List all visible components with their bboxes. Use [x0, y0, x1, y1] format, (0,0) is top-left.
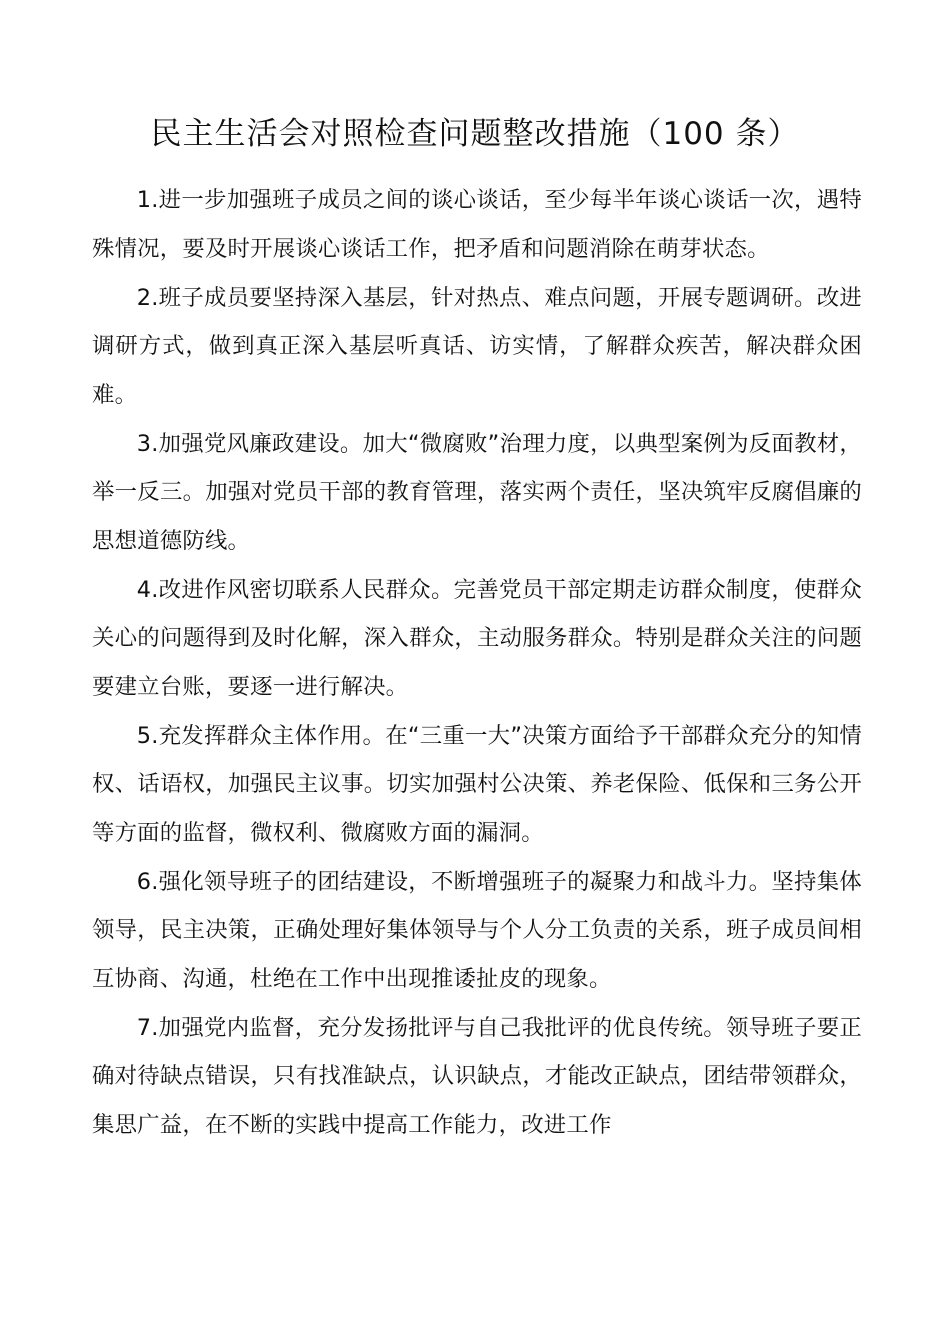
paragraph-5: 5.充发挥群众主体作用。在“三重一大”决策方面给予干部群众充分的知情权、话语权，加强民主议事。切实加强村公决策、养老保险、低保和三务公开等方面的监督，微权利、微腐败方面的漏洞。 — [92, 722, 862, 846]
paragraph-3: 3.加强党风廉政建设。加大“微腐败”治理力度，以典型案例为反面教材，举一反三。加强对党员干部的教育管理，落实两个责任，坚决筑牢反腐倡廉的思想道德防线。 — [92, 430, 862, 554]
paragraph-4: 4.改进作风密切联系人民群众。完善党员干部定期走访群众制度，使群众关心的问题得到及时化解，深入群众，主动服务群众。特别是群众关注的问题要建立台账，要逐一进行解决。 — [92, 576, 862, 700]
paragraph-7: 7.加强党内监督，充分发扬批评与自己我批评的优良传统。领导班子要正确对待缺点错误，只有找准缺点，认识缺点，才能改正缺点，团结带领群众，集思广益，在不断的实践中提高工作能力，改进工作 — [92, 1014, 862, 1138]
document-title: 民主生活会对照检查问题整改措施（100 条） — [150, 116, 800, 152]
paragraph-1: 1.进一步加强班子成员之间的谈心谈话，至少每半年谈心谈话一次，遇特殊情况，要及时开展谈心谈话工作，把矛盾和问题消除在萌芽状态。 — [92, 187, 862, 262]
document-body — [92, 176, 862, 1149]
paragraph-2: 2.班子成员要坚持深入基层，针对热点、难点问题，开展专题调研。改进调研方式，做到真正深入基层听真话、访实情，了解群众疾苦，解决群众困难。 — [92, 284, 862, 408]
paragraph-6: 6.强化领导班子的团结建设，不断增强班子的凝聚力和战斗力。坚持集体领导，民主决策，正确处理好集体领导与个人分工负责的关系，班子成员间相互协商、沟通，杜绝在工作中出现推诿扯皮的现象。 — [92, 868, 862, 992]
